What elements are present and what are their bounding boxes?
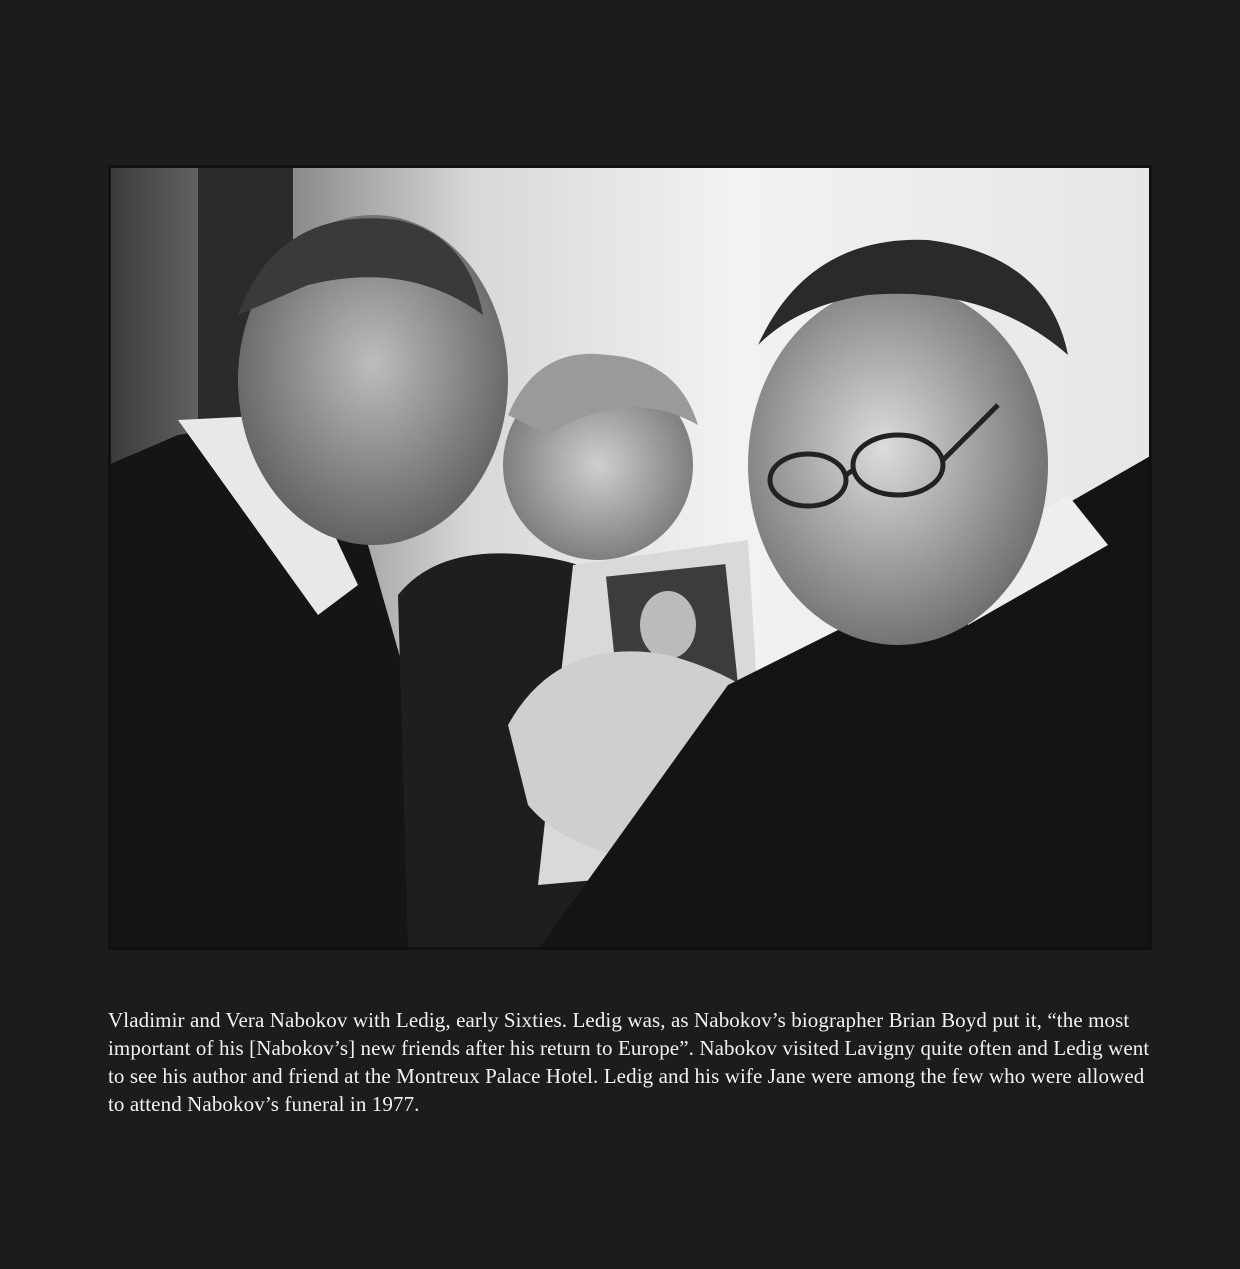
photograph-icon <box>108 165 1152 950</box>
photo-caption: Vladimir and Vera Nabokov with Ledig, early Sixties. Ledig was, as Nabokov’s biographer Brian Boyd put it, “the most important of his [Nabokov’s] new friends after his return to Europe”. Nabokov visited Lavigny quite often and Ledig went to see his author and friend at the Montreux Palace Hotel. Ledig and his wife Jane were among the few who were allowed to attend Nabokov’s funeral in 1977. <box>108 1008 1150 1116</box>
black-and-white-photograph <box>108 165 1152 950</box>
